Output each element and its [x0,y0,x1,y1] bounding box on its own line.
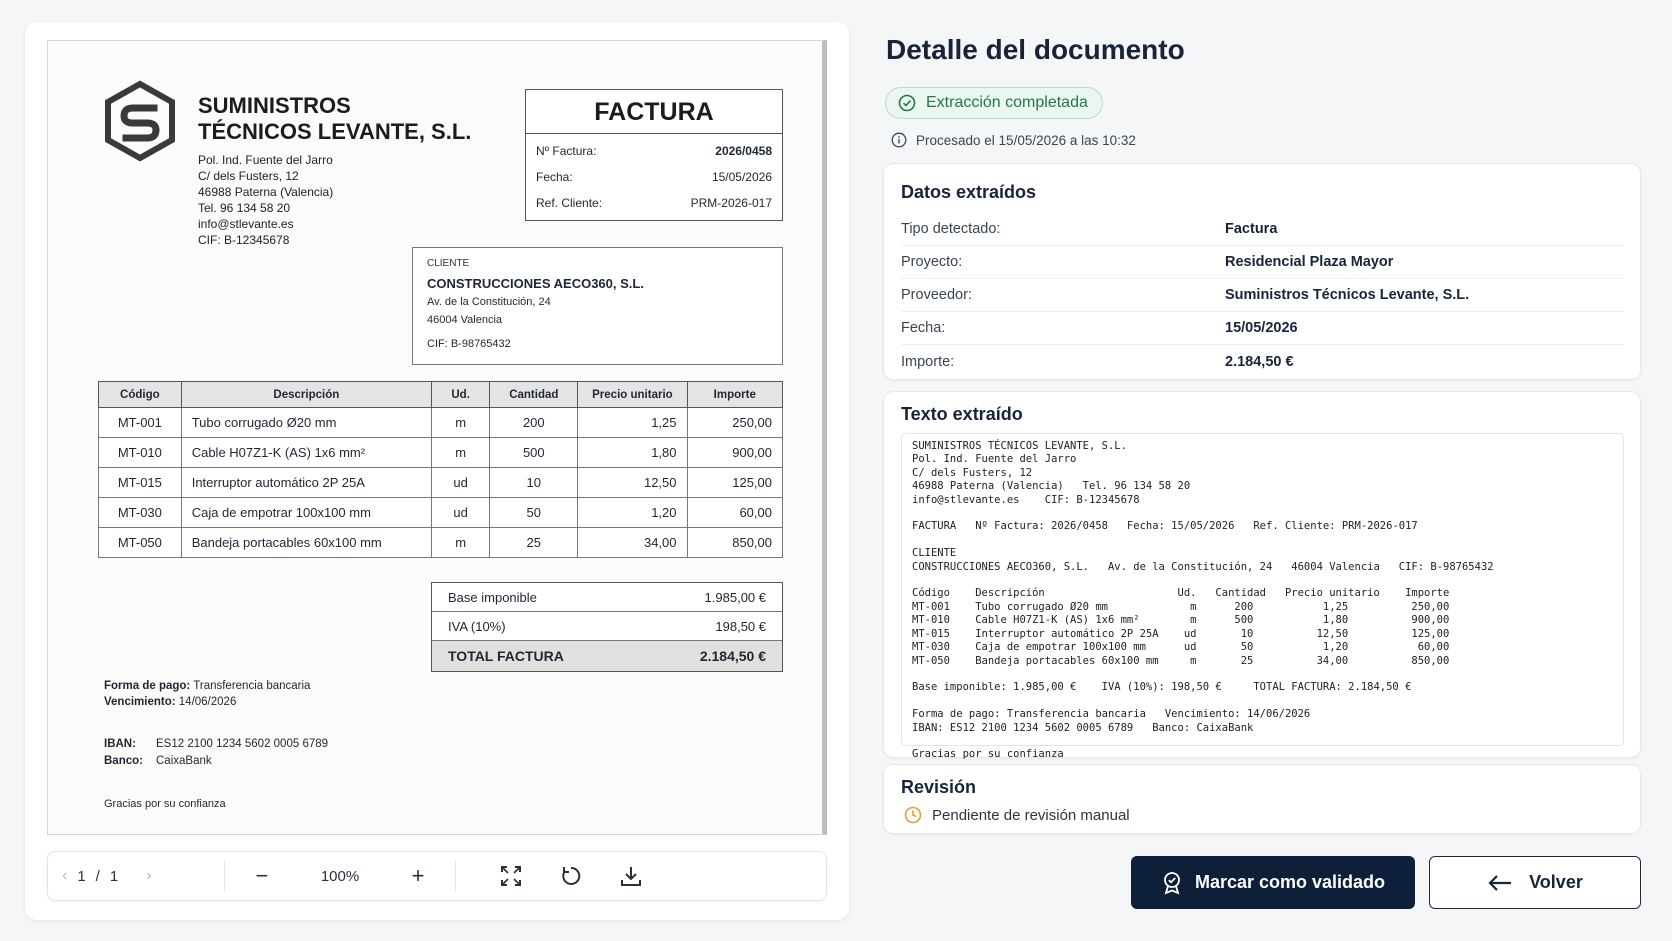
iban: ES12 2100 1234 5602 0005 6789 [156,738,329,750]
cell-unit-price: 34,00 [578,528,687,558]
field-row [901,213,1624,246]
zoom-level: 100% [320,867,360,885]
cell-quantity: 500 [490,438,578,468]
due-date: 14/06/2026 [178,696,237,708]
cell-unit: ud [431,468,489,498]
company-address-line: Pol. Ind. Fuente del Jarro [198,153,333,167]
field-label: Tipo detectado: [901,221,1001,237]
revision-status-label: Pendiente de revisión manual [932,806,1130,824]
invoice-title: FACTURA [526,90,782,134]
company-logo [104,81,176,161]
company-address [198,152,333,248]
total-row [432,641,782,671]
iva-row [432,612,782,641]
cell-description: Interruptor automático 2P 25A [181,468,431,498]
back-label: Volver [1529,872,1583,892]
field-label: Importe: [901,353,955,370]
due-date-label: Vencimiento: [104,696,176,708]
client-name: CONSTRUCCIONES AECO360, S.L. [427,276,644,291]
cell-code: MT-010 [99,438,182,468]
bank-label: Banco: [104,755,143,767]
cell-unit-price: 1,80 [578,438,687,468]
revision-title: Revisión [901,777,977,797]
cell-code: MT-001 [99,408,182,438]
extraction-status-badge [885,87,1103,119]
field-row [901,312,1624,345]
download-icon[interactable] [620,865,642,887]
total-label: TOTAL FACTURA [448,648,564,664]
table-header-row [99,382,783,408]
cell-description: Cable H07Z1-K (AS) 1x6 mm² [181,438,431,468]
page-current: 1 [77,867,86,885]
table-row [99,438,783,468]
column-header: Importe [687,382,782,408]
back-button[interactable] [1429,856,1641,909]
mark-validated-button[interactable] [1131,856,1415,909]
invoice-number: 2026/0458 [715,144,772,158]
thanks-note: Gracias por su confianza [104,798,226,810]
field-value: 2.184,50 € [1225,353,1294,370]
client-address-line: 46004 Valencia [427,314,503,326]
invoice-ref-label: Ref. Cliente: [536,196,603,210]
clock-icon [904,806,922,824]
iva-label: IVA (10%) [448,619,506,634]
cell-quantity: 200 [490,408,578,438]
field-row [901,345,1624,378]
company-address-line: 46988 Paterna (Valencia) [198,185,334,199]
document-viewer [25,22,849,920]
client-cif: CIF: B-98765432 [427,338,511,350]
pagination [48,867,224,885]
invoice-date-label: Fecha: [536,170,573,184]
invoice-number-label: Nº Factura: [536,144,597,158]
zoom-in-button[interactable]: + [411,863,425,888]
company-name-line2: TÉCNICOS LEVANTE, S.L. [198,119,472,144]
mark-validated-label: Marcar como validado [1194,872,1386,892]
cell-quantity: 50 [490,498,578,528]
extracted-data-title: Datos extraídos [901,182,1037,202]
company-cif: CIF: B-12345678 [198,233,290,247]
extracted-text-title: Texto extraído [901,404,1023,424]
processed-timestamp: Procesado el 15/05/2026 a las 10:32 [916,132,1136,148]
cell-code: MT-050 [99,528,182,558]
cell-unit-price: 12,50 [578,468,687,498]
cell-amount: 250,00 [687,408,782,438]
iva-value: 198,50 € [715,619,766,634]
cell-description: Tubo corrugado Ø20 mm [181,408,431,438]
invoice-number-row [526,138,782,164]
field-row [901,246,1624,279]
cell-unit-price: 1,25 [578,408,687,438]
base-row [432,583,782,612]
extracted-text-card [883,391,1641,761]
payment-method-label: Forma de pago: [104,680,191,692]
company-name-line1: SUMINISTROS [198,93,351,118]
invoice-ref-row [526,190,782,216]
cell-quantity: 10 [490,468,578,498]
cell-unit: m [431,408,489,438]
award-icon [1161,871,1183,895]
invoice-header-box [525,89,783,221]
field-label: Proveedor: [901,287,972,303]
cell-unit-price: 1,20 [578,498,687,528]
table-row [99,498,783,528]
cell-amount: 900,00 [687,438,782,468]
invoice-page [47,40,827,835]
page-separator: / [95,867,100,885]
base-value: 1.985,00 € [704,590,766,605]
total-value: 2.184,50 € [699,648,766,664]
company-email: info@stlevante.es [198,217,294,231]
payment-info [104,678,310,710]
items-table [98,381,783,558]
extraction-status-label: Extracción completada [926,94,1088,111]
table-row [99,468,783,498]
cell-description: Caja de empotrar 100x100 mm [181,498,431,528]
company-phone: Tel. 96 134 58 20 [198,201,291,215]
iban-label: IBAN: [104,738,136,750]
next-page-button[interactable]: › [146,867,152,884]
page-total: 1 [109,867,119,885]
viewer-tools [456,865,642,887]
totals-box [431,582,783,672]
column-header: Descripción [181,382,431,408]
revision-card [883,764,1641,834]
field-label: Proyecto: [901,254,963,270]
column-header: Precio unitario [578,382,687,408]
cell-description: Bandeja portacables 60x100 mm [181,528,431,558]
cell-amount: 850,00 [687,528,782,558]
cell-unit: m [431,528,489,558]
client-box [412,247,783,365]
zoom-controls [225,863,455,889]
field-value: 15/05/2026 [1225,320,1298,336]
bank-info [104,736,328,770]
column-header: Código [99,382,182,408]
invoice-date-row [526,164,782,190]
prev-page-button[interactable]: ‹ [62,867,68,884]
column-header: Ud. [431,382,489,408]
company-name [198,93,518,145]
revision-status [904,806,1130,824]
arrow-left-icon [1487,874,1513,892]
field-value: Factura [1225,221,1278,237]
payment-method: Transferencia bancaria [193,680,311,692]
field-row [901,279,1624,312]
bank-name: CaixaBank [156,755,212,767]
cell-amount: 60,00 [687,498,782,528]
rotate-icon[interactable] [560,865,582,887]
client-address-line: Av. de la Constitución, 24 [427,296,551,308]
cell-code: MT-015 [99,468,182,498]
cell-amount: 125,00 [687,468,782,498]
cell-quantity: 25 [490,528,578,558]
extracted-text-content[interactable]: SUMINISTROS TÉCNICOS LEVANTE, S.L. Pol. Ind. Fuente del Jarro C/ dels Fusters, 12 46988 Paterna (Valencia) Tel. 96 134 58 20 info@stlevante.es CIF: B-12345678 FACTURA Nº Factura: 2026/0458 Fecha: 15/05/2026 Ref. Cliente: PRM-2026-017 CLIENTE CONSTRUCCIONES AECO360, S.L. Av. de la Constitución, 24 46004 Valencia CIF: B-98765432 Código Descripción Ud. Cantidad Precio unitario Importe MT-001 Tubo corrugado Ø20 mm m 200 1,25 250,00 MT-010 Cable H07Z1-K (AS) 1x6 mm² m 500 1,80 900,00 MT-015 Interruptor automático 2P 25A ud 10 12,50 125,00 MT-030 Caja de empotrar 100x100 mm ud 50 1,20 60,00 MT-050 Bandeja portacables 60x100 mm m 25 34,00 850,00 Base imponible: 1.985,00 € IVA (10%): 198,50 € TOTAL FACTURA: 2.184,50 € Forma de pago: Transferencia bancaria Vencimiento: 14/06/2026 IBAN: ES12 2100 1234 5602 0005 6789 Banco: CaixaBank Gracias por su confianza [901,433,1624,746]
info-icon [891,132,907,148]
field-label: Fecha: [901,320,946,336]
processed-info [891,132,1136,148]
client-label: CLIENTE [427,258,470,269]
company-address-line: C/ dels Fusters, 12 [198,169,299,183]
zoom-out-button[interactable]: − [255,863,269,888]
field-value: Residencial Plaza Mayor [1225,254,1394,270]
cell-code: MT-030 [99,498,182,528]
cell-unit: m [431,438,489,468]
column-header: Cantidad [490,382,578,408]
field-value: Suministros Técnicos Levante, S.L. [1225,287,1470,303]
table-row [99,408,783,438]
viewer-toolbar [47,851,827,901]
invoice-ref: PRM-2026-017 [690,196,772,210]
invoice-date: 15/05/2026 [711,170,772,184]
fullscreen-icon[interactable] [500,865,522,887]
page-title: Detalle del documento [886,34,1185,65]
base-label: Base imponible [448,590,537,605]
check-circle-icon [898,94,916,112]
extracted-data-card [883,163,1641,380]
table-row [99,528,783,558]
cell-unit: ud [431,498,489,528]
